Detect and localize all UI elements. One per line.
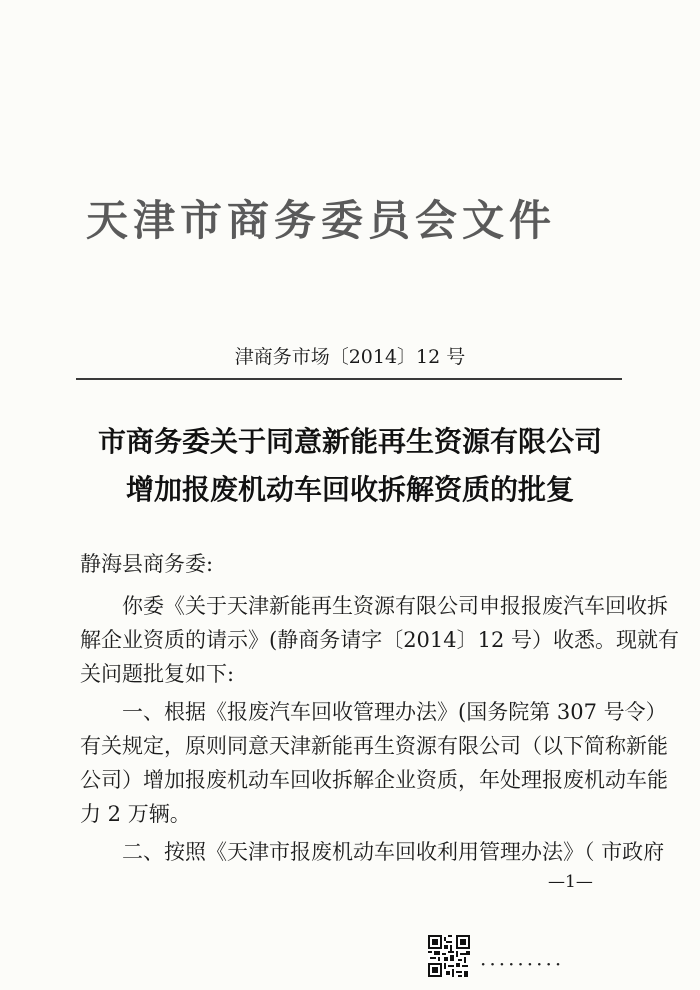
document-title-line-1: 市商务委关于同意新能再生资源有限公司 (97, 425, 602, 458)
body-line: 关问题批复如下: (80, 662, 235, 686)
footer-dotted-line: ········· (480, 952, 565, 976)
body-line: 有关规定，原则同意天津新能再生资源有限公司（以下简称新能 (80, 734, 668, 758)
body-line: 一、根据《报废汽车回收管理办法》(国务院第 307 号令） (80, 700, 667, 724)
body-line: 公司）增加报废机动车回收拆解企业资质，年处理报废机动车能 (80, 768, 668, 792)
body-line: 解企业资质的请示》(静商务请字〔2014〕12 号）收悉。现就有 (80, 628, 680, 652)
body-line: 你委《关于天津新能再生资源有限公司申报报废汽车回收拆 (80, 594, 668, 618)
document-header-title: 天津市商务委员会文件 (86, 196, 557, 245)
body-line: 静海县商务委: (80, 552, 214, 576)
document-number: 津商务市场〔2014〕12 号 (234, 346, 466, 368)
qr-code-icon (428, 935, 470, 977)
body-line: 二、按照《天津市报废机动车回收利用管理办法》（ 市政府 (80, 840, 665, 864)
document-title-line-2: 增加报废机动车回收拆解资质的批复 (125, 473, 574, 506)
body-line: 力 2 万辆。 (80, 802, 191, 826)
page-number: —1— (548, 872, 593, 892)
header-divider-line (76, 378, 622, 380)
